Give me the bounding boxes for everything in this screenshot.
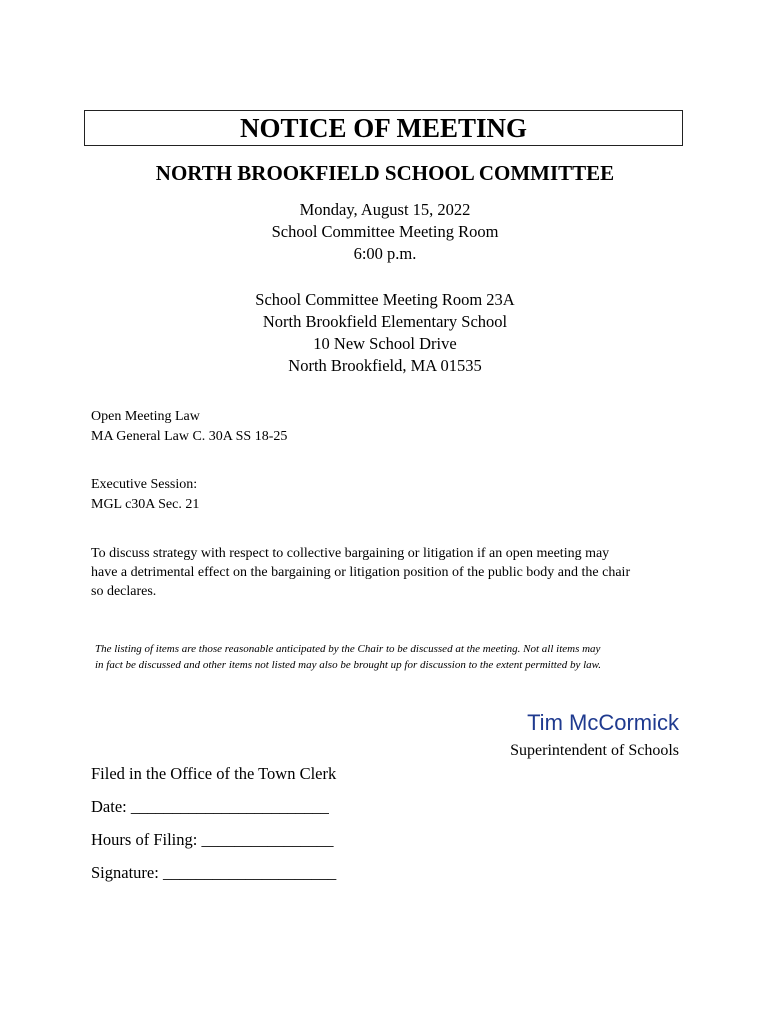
executive-session-label: Executive Session:: [91, 477, 198, 492]
open-meeting-law-citation: MA General Law C. 30A SS 18-25: [91, 429, 288, 444]
signature-name: Tim McCormick: [527, 710, 679, 735]
purpose-line-2: have a detrimental effect on the bargaining or litigation position of the public body and the chair: [91, 565, 631, 580]
disclaimer-line-1: The listing of items are those reasonable anticipated by the Chair to be discussed at the meeting. Not all items may: [95, 643, 601, 655]
disclaimer-line-2: in fact be discussed and other items not listed may also be brought up for discussion to the extent permitted by law.: [95, 659, 601, 671]
executive-session-citation: MGL c30A Sec. 21: [91, 497, 200, 512]
location-school: North Brookfield Elementary School: [262, 312, 508, 331]
page-title: NOTICE OF MEETING: [239, 113, 528, 143]
location-street: 10 New School Drive: [313, 334, 457, 353]
filing-hours-field: Hours of Filing: ________________: [91, 830, 334, 849]
purpose-line-1: To discuss strategy with respect to collective bargaining or litigation if an open meeting may: [91, 546, 610, 561]
meeting-date: Monday, August 15, 2022: [299, 200, 471, 219]
meeting-room: School Committee Meeting Room: [271, 222, 499, 241]
meeting-time: 6:00 p.m.: [353, 244, 417, 263]
location-room: School Committee Meeting Room 23A: [255, 290, 515, 309]
filed-statement: Filed in the Office of the Town Clerk: [91, 764, 337, 783]
filing-signature-field: Signature: _____________________: [91, 863, 337, 882]
committee-heading: NORTH BROOKFIELD SCHOOL COMMITTEE: [155, 161, 615, 185]
filing-date-field: Date: ________________________: [91, 797, 329, 816]
purpose-line-3: so declares.: [91, 584, 157, 599]
location-city: North Brookfield, MA 01535: [288, 356, 482, 375]
open-meeting-law-label: Open Meeting Law: [91, 409, 200, 424]
signature-title: Superintendent of Schools: [510, 742, 679, 759]
